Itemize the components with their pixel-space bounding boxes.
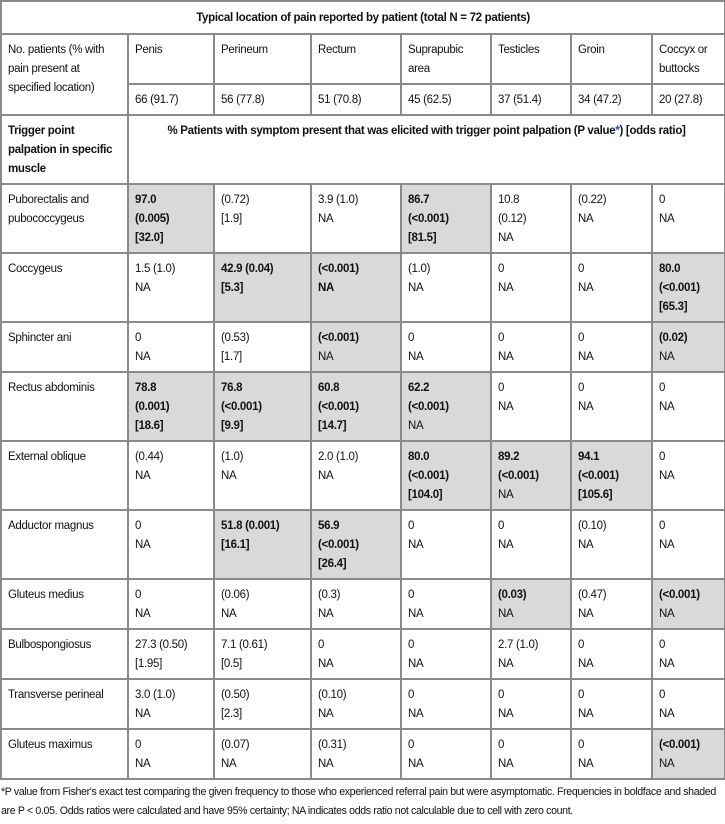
- data-cell: [401, 253, 491, 322]
- trigger-label: Trigger point palpation in specific muscle: [1, 115, 128, 184]
- cell-line: [18.6]: [135, 420, 164, 432]
- muscle-name: Coccygeus: [1, 253, 128, 322]
- cell-line: 2.0 (1.0): [318, 451, 359, 463]
- cell-line: NA: [578, 282, 594, 294]
- cell-line: 0: [578, 263, 585, 275]
- data-cell: [128, 253, 214, 322]
- data-cell: [571, 579, 652, 629]
- cell-line: 0: [659, 639, 666, 651]
- cell-line: (0.005): [135, 213, 170, 225]
- cell-line: (0.10): [578, 520, 607, 532]
- cell-line: (<0.001): [318, 332, 359, 344]
- data-cell: [311, 322, 401, 372]
- data-cell: [401, 729, 491, 779]
- table-row: [1, 579, 725, 629]
- cell-line: (0.12): [498, 213, 527, 225]
- cell-line: NA: [659, 351, 675, 363]
- cell-line: [26.4]: [318, 558, 347, 570]
- location-header: Groin: [571, 34, 652, 84]
- data-cell: [571, 184, 652, 253]
- data-cell: [311, 579, 401, 629]
- cell-line: 27.3 (0.50): [135, 639, 188, 651]
- cell-line: NA: [318, 470, 334, 482]
- data-cell: [401, 510, 491, 579]
- data-cell: [128, 679, 214, 729]
- muscle-name: External oblique: [1, 441, 128, 510]
- cell-line: (1.0): [408, 263, 431, 275]
- cell-line: 0: [578, 639, 585, 651]
- cell-line: NA: [498, 282, 514, 294]
- location-count: 56 (77.8): [214, 84, 311, 115]
- data-cell: [491, 510, 571, 579]
- cell-line: NA: [135, 608, 151, 620]
- muscle-name: Bulbospongiosus: [1, 629, 128, 679]
- cell-line: 51.8 (0.001): [221, 520, 280, 532]
- cell-line: NA: [578, 758, 594, 770]
- cell-line: 0: [498, 520, 505, 532]
- cell-line: 78.8: [135, 382, 157, 394]
- muscle-name: Gluteus medius: [1, 579, 128, 629]
- cell-line: (0.10): [318, 689, 347, 701]
- cell-line: 7.1 (0.61): [221, 639, 268, 651]
- cell-line: NA: [659, 708, 675, 720]
- cell-line: 0: [578, 739, 585, 751]
- cell-line: NA: [578, 708, 594, 720]
- data-cell: [214, 629, 311, 679]
- data-cell: [652, 253, 725, 322]
- data-cell: [128, 441, 214, 510]
- location-count: 20 (27.8): [652, 84, 725, 115]
- data-cell: [128, 322, 214, 372]
- data-cell: [652, 322, 725, 372]
- data-cell: [214, 253, 311, 322]
- table-row: [1, 679, 725, 729]
- cell-line: NA: [659, 608, 675, 620]
- cell-line: 0: [659, 451, 666, 463]
- cell-line: 0: [659, 520, 666, 532]
- cell-line: 0: [135, 520, 142, 532]
- cell-line: NA: [318, 608, 334, 620]
- data-cell: [652, 629, 725, 679]
- cell-line: (0.06): [221, 589, 250, 601]
- cell-line: 0: [408, 520, 415, 532]
- cell-line: NA: [318, 758, 334, 770]
- data-cell: [491, 629, 571, 679]
- data-cell: [571, 510, 652, 579]
- table-row: [1, 510, 725, 579]
- cell-line: 2.7 (1.0): [498, 639, 539, 651]
- data-cell: [652, 510, 725, 579]
- data-cell: [214, 372, 311, 441]
- cell-line: (0.001): [135, 401, 170, 413]
- cell-line: [104.0]: [408, 489, 443, 501]
- cell-line: (<0.001): [659, 739, 700, 751]
- data-cell: [652, 679, 725, 729]
- footnote-asterisk: *: [615, 125, 620, 137]
- data-cell: [571, 729, 652, 779]
- cell-line: 89.2: [498, 451, 520, 463]
- title-row: [1, 1, 725, 34]
- cell-line: NA: [221, 758, 237, 770]
- cell-line: NA: [659, 401, 675, 413]
- data-cell: [571, 679, 652, 729]
- location-header: Coccyx or buttocks: [652, 34, 725, 84]
- cell-line: NA: [498, 401, 514, 413]
- cell-line: (<0.001): [498, 470, 539, 482]
- cell-line: 94.1: [578, 451, 600, 463]
- cell-line: (0.53): [221, 332, 250, 344]
- muscle-name: Rectus abdominis: [1, 372, 128, 441]
- cell-line: (<0.001): [318, 263, 359, 275]
- cell-line: (<0.001): [408, 470, 449, 482]
- location-count: 66 (91.7): [128, 84, 214, 115]
- cell-line: NA: [498, 758, 514, 770]
- cell-line: NA: [659, 658, 675, 670]
- data-cell: [491, 184, 571, 253]
- cell-line: 0: [498, 332, 505, 344]
- cell-line: [9.9]: [221, 420, 244, 432]
- cell-line: (<0.001): [659, 589, 700, 601]
- cell-line: NA: [659, 213, 675, 225]
- data-cell: [491, 322, 571, 372]
- cell-line: NA: [221, 608, 237, 620]
- cell-line: NA: [135, 708, 151, 720]
- cell-line: [14.7]: [318, 420, 347, 432]
- count-row-label: No. patients (% with pain present at specified location): [1, 34, 128, 115]
- data-cell: [401, 372, 491, 441]
- cell-line: (0.31): [318, 739, 347, 751]
- cell-line: 1.5 (1.0): [135, 263, 176, 275]
- cell-line: 60.8: [318, 382, 340, 394]
- cell-line: [32.0]: [135, 232, 164, 244]
- cell-line: 0: [318, 639, 325, 651]
- cell-line: 80.0: [659, 263, 681, 275]
- cell-line: NA: [408, 608, 424, 620]
- data-cell: [214, 729, 311, 779]
- cell-line: NA: [318, 282, 335, 294]
- cell-line: [5.3]: [221, 282, 244, 294]
- cell-line: 0: [578, 332, 585, 344]
- cell-line: [81.5]: [408, 232, 437, 244]
- location-header: Perineum: [214, 34, 311, 84]
- table-row: [1, 322, 725, 372]
- cell-line: NA: [578, 351, 594, 363]
- cell-line: (0.50): [221, 689, 250, 701]
- table-row: [1, 441, 725, 510]
- cell-line: NA: [659, 539, 675, 551]
- cell-line: 0: [659, 194, 666, 206]
- cell-line: NA: [135, 539, 151, 551]
- cell-line: NA: [498, 708, 514, 720]
- muscle-name: Sphincter ani: [1, 322, 128, 372]
- cell-line: 0: [408, 589, 415, 601]
- data-cell: [311, 253, 401, 322]
- cell-line: (0.02): [659, 332, 688, 344]
- cell-line: 3.9 (1.0): [318, 194, 359, 206]
- cell-line: (<0.001): [659, 282, 700, 294]
- muscle-name: Transverse perineal: [1, 679, 128, 729]
- cell-line: 0: [408, 639, 415, 651]
- data-cell: [128, 579, 214, 629]
- cell-line: [0.5]: [221, 658, 242, 670]
- cell-line: (0.07): [221, 739, 250, 751]
- cell-line: (0.3): [318, 589, 341, 601]
- cell-line: NA: [578, 608, 594, 620]
- cell-line: 0: [498, 263, 505, 275]
- cell-line: NA: [135, 758, 151, 770]
- cell-line: NA: [408, 539, 424, 551]
- cell-line: [105.6]: [578, 489, 613, 501]
- cell-line: (0.72): [221, 194, 250, 206]
- cell-line: 0: [135, 332, 142, 344]
- cell-line: NA: [318, 213, 334, 225]
- data-cell: [571, 441, 652, 510]
- data-cell: [128, 729, 214, 779]
- cell-line: NA: [318, 351, 334, 363]
- data-cell: [214, 510, 311, 579]
- data-cell: [401, 679, 491, 729]
- cell-line: 0: [498, 689, 505, 701]
- cell-line: 42.9 (0.04): [221, 263, 274, 275]
- cell-line: NA: [408, 708, 424, 720]
- cell-line: (0.47): [578, 589, 607, 601]
- cell-line: NA: [135, 282, 151, 294]
- data-cell: [491, 441, 571, 510]
- cell-line: NA: [659, 470, 675, 482]
- cell-line: [65.3]: [659, 301, 688, 313]
- data-cell: [214, 679, 311, 729]
- data-cell: [311, 729, 401, 779]
- table-row: [1, 184, 725, 253]
- cell-line: NA: [578, 213, 594, 225]
- cell-line: NA: [221, 470, 237, 482]
- data-cell: [128, 372, 214, 441]
- cell-line: 0: [578, 689, 585, 701]
- cell-line: NA: [578, 539, 594, 551]
- muscle-name: Adductor magnus: [1, 510, 128, 579]
- data-cell: [491, 372, 571, 441]
- cell-line: [1.9]: [221, 213, 242, 225]
- cell-line: NA: [318, 708, 334, 720]
- cell-line: NA: [498, 658, 514, 670]
- data-cell: [491, 579, 571, 629]
- cell-line: 0: [659, 382, 666, 394]
- data-cell: [311, 372, 401, 441]
- data-cell: [652, 441, 725, 510]
- cell-line: 0: [578, 382, 585, 394]
- cell-line: 0: [659, 689, 666, 701]
- cell-line: NA: [578, 401, 594, 413]
- cell-line: NA: [408, 420, 424, 432]
- cell-line: NA: [578, 658, 594, 670]
- location-header: Penis: [128, 34, 214, 84]
- cell-line: [16.1]: [221, 539, 250, 551]
- data-cell: [491, 729, 571, 779]
- data-cell: [311, 510, 401, 579]
- location-count: 51 (70.8): [311, 84, 401, 115]
- data-cell: [401, 579, 491, 629]
- cell-line: (<0.001): [221, 401, 262, 413]
- cell-line: (<0.001): [408, 401, 449, 413]
- cell-line: 97.0: [135, 194, 157, 206]
- location-count: 37 (51.4): [491, 84, 571, 115]
- table-row: [1, 629, 725, 679]
- data-cell: [652, 729, 725, 779]
- trigger-header-text: % Patients with symptom present that was elicited with trigger point palpation (P value: [167, 125, 616, 137]
- data-cell: [491, 679, 571, 729]
- cell-line: (0.03): [498, 589, 527, 601]
- cell-line: (1.0): [221, 451, 244, 463]
- cell-line: 0: [135, 589, 142, 601]
- cell-line: NA: [318, 658, 334, 670]
- table-row: [1, 372, 725, 441]
- location-header-row: [1, 34, 725, 84]
- data-cell: [652, 184, 725, 253]
- data-cell: [571, 253, 652, 322]
- cell-line: [1.95]: [135, 658, 162, 670]
- cell-line: (0.44): [135, 451, 164, 463]
- data-cell: [128, 629, 214, 679]
- data-cell: [214, 579, 311, 629]
- cell-line: NA: [408, 658, 424, 670]
- cell-line: NA: [498, 539, 514, 551]
- cell-line: NA: [408, 351, 424, 363]
- cell-line: (<0.001): [318, 401, 359, 413]
- cell-line: 0: [498, 739, 505, 751]
- cell-line: (<0.001): [578, 470, 619, 482]
- table-title: Typical location of pain reported by patient (total N = 72 patients): [1, 1, 725, 34]
- data-cell: [401, 184, 491, 253]
- cell-line: 76.8: [221, 382, 243, 394]
- cell-line: NA: [659, 758, 675, 770]
- data-cell: [214, 322, 311, 372]
- cell-line: 3.0 (1.0): [135, 689, 176, 701]
- cell-line: 56.9: [318, 520, 340, 532]
- cell-line: NA: [498, 351, 514, 363]
- data-cell: [571, 372, 652, 441]
- muscle-name: Puborectalis and pubococcygeus: [1, 184, 128, 253]
- cell-line: (<0.001): [408, 213, 449, 225]
- cell-line: (0.22): [578, 194, 607, 206]
- cell-line: [1.7]: [221, 351, 242, 363]
- data-cell: [214, 184, 311, 253]
- location-header: Suprapubic area: [401, 34, 491, 84]
- data-cell: [401, 441, 491, 510]
- data-cell: [128, 510, 214, 579]
- location-header: Testicles: [491, 34, 571, 84]
- table-row: [1, 729, 725, 779]
- data-cell: [401, 629, 491, 679]
- cell-line: NA: [408, 758, 424, 770]
- data-cell: [491, 253, 571, 322]
- cell-line: 86.7: [408, 194, 430, 206]
- cell-line: 0: [498, 382, 505, 394]
- cell-line: 10.8: [498, 194, 520, 206]
- data-cell: [311, 629, 401, 679]
- data-cell: [652, 579, 725, 629]
- footnote: *P value from Fisher's exact test comparing the given frequency to those who experienced referral pain but were asymptomatic. Frequencies in boldface and shaded are P < 0.05. Odds ratios were calculated and have 95% certainty; NA indicates odds ratio not calculable due to cell with zero count.: [1, 786, 716, 817]
- location-header: Rectum: [311, 34, 401, 84]
- location-count: 45 (62.5): [401, 84, 491, 115]
- data-cell: [571, 322, 652, 372]
- data-cell: [311, 184, 401, 253]
- location-count: 34 (47.2): [571, 84, 652, 115]
- trigger-header-row: [1, 115, 725, 184]
- trigger-header: [128, 115, 725, 184]
- cell-line: 0: [408, 739, 415, 751]
- cell-line: NA: [135, 470, 151, 482]
- data-cell: [311, 679, 401, 729]
- cell-line: 62.2: [408, 382, 430, 394]
- muscle-name: Gluteus maximus: [1, 729, 128, 779]
- cell-line: 80.0: [408, 451, 430, 463]
- data-cell: [214, 441, 311, 510]
- trigger-header-end: ) [odds ratio]: [619, 125, 686, 137]
- cell-line: NA: [135, 351, 151, 363]
- data-cell: [571, 629, 652, 679]
- data-cell: [652, 372, 725, 441]
- cell-line: 0: [135, 739, 142, 751]
- table-row: [1, 253, 725, 322]
- data-cell: [311, 441, 401, 510]
- cell-line: [2.3]: [221, 708, 242, 720]
- cell-line: (<0.001): [318, 539, 359, 551]
- data-cell: [128, 184, 214, 253]
- cell-line: 0: [408, 332, 415, 344]
- cell-line: NA: [498, 232, 514, 244]
- cell-line: 0: [408, 689, 415, 701]
- cell-line: NA: [498, 608, 514, 620]
- cell-line: NA: [408, 282, 424, 294]
- cell-line: NA: [498, 489, 514, 501]
- data-cell: [401, 322, 491, 372]
